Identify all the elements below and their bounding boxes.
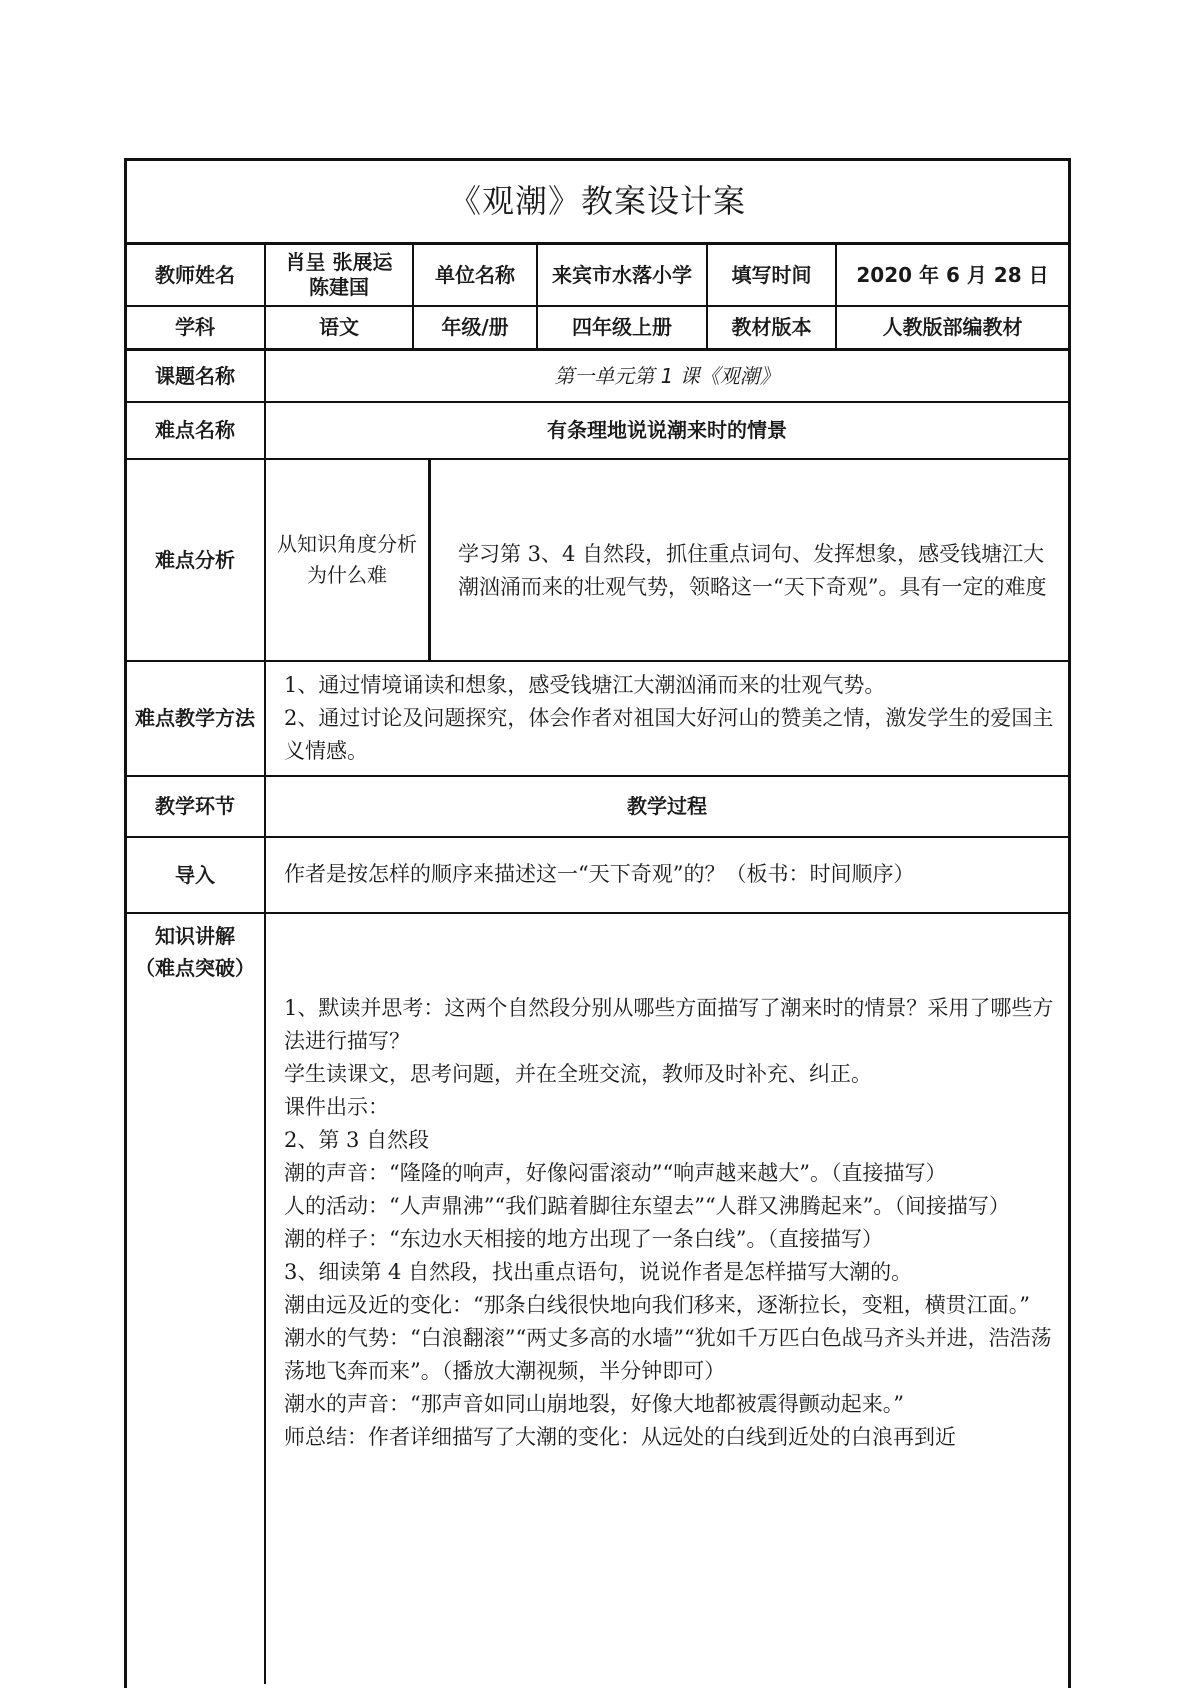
knowledge-line: 师总结：作者详细描写了大潮的变化：从远处的白线到近处的白浪再到近 — [284, 1425, 956, 1449]
teacher-name-line: 陈建国 — [309, 275, 369, 299]
difficulty-value: 有条理地说说潮来时的情景 — [547, 418, 787, 442]
knowledge-label-line: （难点突破） — [135, 956, 255, 980]
knowledge-line: 潮的样子：“东边水天相接的地方出现了一条白线”。（直接描写） — [284, 1227, 883, 1251]
teacher-name-line: 肖呈 张展运 — [285, 250, 393, 274]
knowledge-text — [284, 992, 1056, 1682]
intro-label: 导入 — [175, 862, 215, 887]
teacher-label: 教师姓名 — [155, 262, 235, 287]
grade-label: 年级/册 — [441, 315, 509, 339]
knowledge-line: 学生读课文，思考问题，并在全班交流，教师及时补充、纠正。 — [284, 1062, 872, 1086]
textbook-value: 人教版部编教材 — [882, 315, 1023, 339]
knowledge-label — [126, 920, 264, 992]
analysis-sub-label — [266, 460, 428, 660]
knowledge-line: 潮由远及近的变化：“那条白线很快地向我们移来，逐渐拉长，变粗，横贯江面。” — [284, 1293, 1030, 1317]
method-line: 1、通过情境诵读和想象，感受钱塘江大潮汹涌而来的壮观气势。 — [284, 673, 886, 697]
process-label: 教学过程 — [627, 794, 707, 818]
row-divider — [124, 912, 1071, 914]
unit-value: 来宾市水落小学 — [552, 262, 692, 287]
unit-label: 单位名称 — [435, 262, 515, 287]
knowledge-line: 潮水的气势：“白浪翻滚”“两丈多高的水墙”“犹如千万匹白色战马齐头并进，浩浩荡荡地飞奔而来”。（播放大潮视频，半分钟即可） — [284, 1326, 1052, 1383]
textbook-label: 教材版本 — [731, 315, 812, 339]
analysis-label: 难点分析 — [155, 547, 235, 572]
method-text — [284, 669, 1056, 769]
knowledge-line: 潮的声音：“隆隆的响声，好像闷雷滚动”“响声越来越大”。（直接描写） — [284, 1161, 947, 1185]
topic-label: 课题名称 — [155, 363, 235, 388]
knowledge-line: 3、细读第 4 自然段，找出重点语句，说说作者是怎样描写大潮的。 — [284, 1260, 913, 1284]
subject-label: 学科 — [175, 315, 215, 339]
analysis-sub-label-line: 为什么难 — [307, 563, 387, 587]
method-label: 难点教学方法 — [135, 706, 255, 730]
method-line: 2、通过讨论及问题探究，体会作者对祖国大好河山的赞美之情，激发学生的爱国主义情感。 — [284, 706, 1054, 763]
row-divider — [124, 660, 1071, 662]
teacher-names — [266, 245, 412, 305]
topic-value: 第一单元第 1 课《观潮》 — [554, 363, 780, 388]
stage-label: 教学环节 — [155, 794, 235, 818]
analysis-sub-label-line: 从知识角度分析 — [277, 532, 417, 556]
knowledge-line: 课件出示： — [284, 1095, 389, 1119]
knowledge-line: 人的活动：“人声鼎沸”“我们踮着脚往东望去”“人群又沸腾起来”。（间接描写） — [284, 1194, 1010, 1218]
page-title: 《观潮》教案设计案 — [448, 182, 746, 220]
date-value: 2020 年 6 月 28 日 — [856, 262, 1049, 287]
knowledge-label-line: 知识讲解 — [155, 924, 235, 948]
analysis-text: 学习第 3、4 自然段，抓住重点词句、发挥想象，感受钱塘江大潮汹涌而来的壮观气势，领略这一“天下奇观”。具有一定的难度 — [458, 542, 1047, 599]
grade-value: 四年级上册 — [572, 315, 672, 339]
date-label: 填写时间 — [731, 262, 812, 287]
knowledge-line: 1、默读并思考：这两个自然段分别从哪些方面描写了潮来时的情景？采用了哪些方法进行描写？ — [284, 996, 1054, 1053]
column-divider — [428, 460, 431, 662]
subject-value: 语文 — [319, 315, 359, 339]
intro-text: 作者是按怎样的顺序来描述这一“天下奇观”的？（板书：时间顺序） — [284, 862, 915, 886]
knowledge-line: 潮水的声音：“那声音如同山崩地裂，好像大地都被震得颤动起来。” — [284, 1392, 904, 1416]
row-divider — [124, 836, 1071, 838]
knowledge-line: 2、第 3 自然段 — [284, 1128, 430, 1152]
difficulty-label: 难点名称 — [155, 418, 235, 442]
